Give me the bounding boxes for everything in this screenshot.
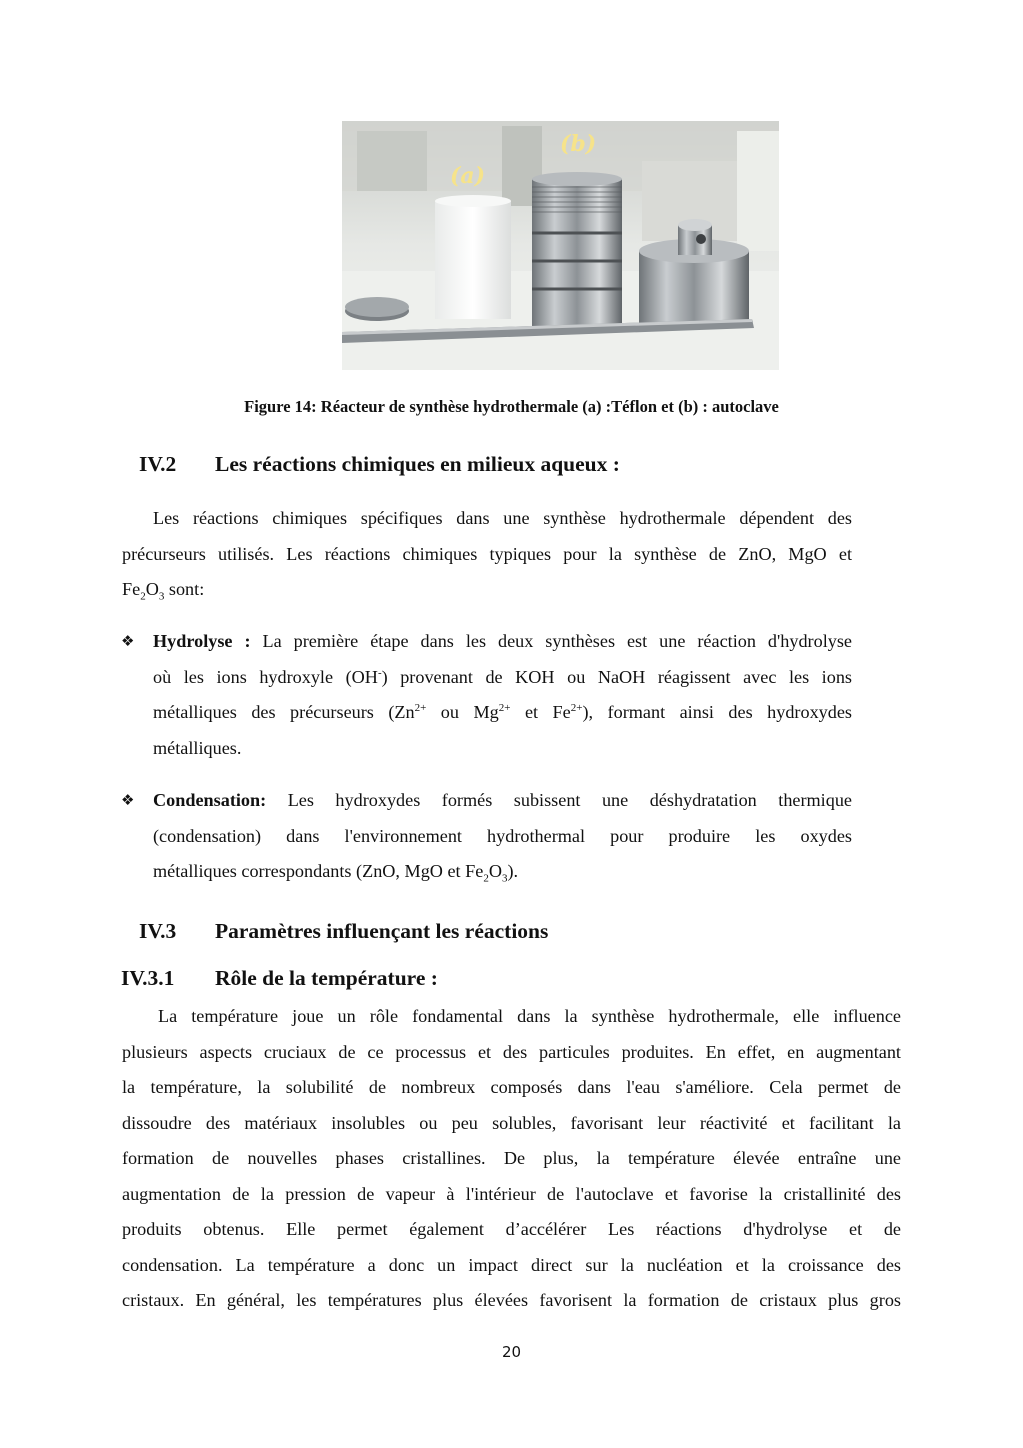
text-line: $Fe_2O_3$ sont: bbox=[122, 579, 205, 603]
heading-number: IV.2 bbox=[139, 452, 177, 476]
text-line: où les ions hydroxyle (OH-) provenant de KOH ou NaOH réagissent avec les ions bbox=[153, 666, 853, 687]
diamond-bullet-icon: ❖ bbox=[121, 632, 135, 650]
text-line: condensation. La température a donc un impact direct sur la nucléation et la croissance des bbox=[122, 1254, 901, 1275]
text-line: précurseurs utilisés. Les réactions chimiques typiques pour la synthèse de ZnO, MgO et bbox=[122, 543, 852, 564]
heading-title: Rôle de la température : bbox=[215, 966, 438, 990]
text-line: métalliques correspondants (ZnO, MgO et $Fe_2O_3$). bbox=[153, 861, 519, 885]
text-line: métalliques des précurseurs ($Zn^{2+}$ ou $Mg^{2+}$ et $Fe^{2+}$), formant ainsi des hydroxydes bbox=[153, 701, 853, 722]
text-line: La température joue un rôle fondamental dans la synthèse hydrothermale, elle influence bbox=[158, 1006, 901, 1026]
text-line: Hydrolyse : La première étape dans les deux synthèses est une réaction d'hydrolyse bbox=[153, 631, 852, 651]
heading-title: Les réactions chimiques en milieux aqueux : bbox=[215, 452, 620, 476]
text-line: Les réactions chimiques spécifiques dans une synthèse hydrothermale dépendent des bbox=[153, 508, 852, 528]
label-a: (a) bbox=[450, 163, 486, 189]
temperature-paragraph bbox=[122, 999, 901, 1319]
figure-caption: Figure 14: Réacteur de synthèse hydrothermale (a) :Téflon et (b) : autoclave bbox=[244, 397, 779, 416]
heading-title: Paramètres influençant les réactions bbox=[215, 919, 549, 943]
text-line: augmentation de la pression de vapeur à l'intérieur de l'autoclave et favorise la cristallinité des bbox=[122, 1183, 901, 1204]
heading-number: IV.3.1 bbox=[121, 966, 175, 990]
page-number: 20 bbox=[501, 1343, 522, 1361]
reactor-photo bbox=[342, 121, 779, 370]
intro-paragraph bbox=[122, 501, 852, 608]
bullet-hydrolyse bbox=[121, 624, 852, 769]
text-line: cristaux. En général, les températures plus élevées favorisent la formation de cristaux plus gros bbox=[122, 1290, 901, 1310]
bullet-text bbox=[153, 783, 852, 890]
text-line: métalliques. bbox=[153, 737, 242, 758]
heading-number: IV.3 bbox=[139, 919, 177, 943]
heading-iv3 bbox=[139, 919, 839, 949]
heading-iv31 bbox=[121, 966, 821, 996]
label-b: (b) bbox=[560, 131, 597, 157]
text-line: produits obtenus. Elle permet également d’accélérer Les réactions d'hydrolyse et de bbox=[122, 1219, 901, 1239]
heading-iv2 bbox=[139, 452, 839, 482]
text-line: formation de nouvelles phases cristallines. De plus, la température élevée entraîne une bbox=[122, 1148, 901, 1168]
diamond-bullet-icon: ❖ bbox=[121, 791, 135, 809]
text-line: Condensation: Les hydroxydes formés subissent une déshydratation thermique bbox=[153, 790, 852, 810]
text-line: dissoudre des matériaux insolubles ou peu solubles, favorisant leur réactivité et facilitant la bbox=[122, 1112, 901, 1133]
text-line: la température, la solubilité de nombreux composés dans l'eau s'améliore. Cela permet de bbox=[122, 1077, 901, 1097]
bullet-text bbox=[153, 624, 852, 766]
bullet-condensation bbox=[121, 783, 852, 893]
text-line: (condensation) dans l'environnement hydrothermal pour produire les oxydes bbox=[153, 825, 852, 846]
text-line: plusieurs aspects cruciaux de ce processus et des particules produites. En effet, en augmentant bbox=[122, 1041, 901, 1062]
